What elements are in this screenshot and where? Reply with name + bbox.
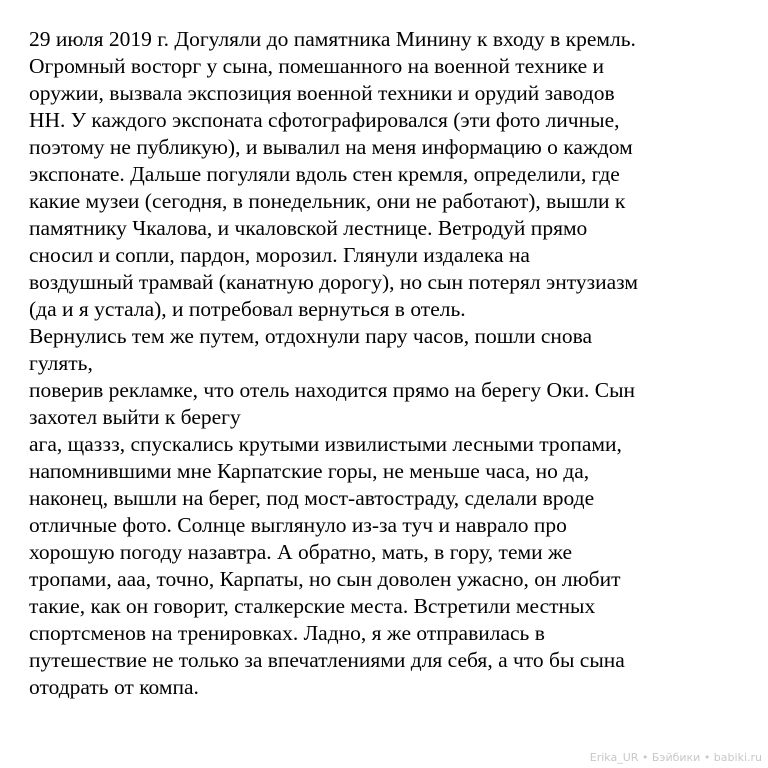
text-line: воздушный трамвай (канатную дорогу), но сын потерял энтузиазм — [29, 270, 638, 294]
text-line: поверив рекламке, что отель находится прямо на берегу Оки. Сын — [29, 378, 636, 402]
text-line: какие музеи (сегодня, в понедельник, они не работают), вышли к — [29, 189, 626, 213]
text-line: напомнившими мне Карпатские горы, не меньше часа, но да, — [29, 459, 590, 483]
text-line: сносил и сопли, пардон, морозил. Глянули издалека на — [29, 243, 530, 267]
text-line: НН. У каждого экспоната сфотографировался (эти фото личные, — [29, 108, 620, 132]
text-line: ага, щаззз, спускались крутыми извилистыми лесными тропами, — [29, 432, 622, 456]
text-line: гулять, — [29, 351, 93, 375]
text-line: Огромный восторг у сына, помешанного на военной технике и — [29, 54, 605, 78]
text-line: отличные фото. Солнце выглянуло из-за туч и наврало про — [29, 513, 567, 537]
document-text — [29, 26, 749, 701]
watermark-text: Erika_UR • Бэйбики • babiki.ru — [589, 751, 762, 764]
text-line: экспонате. Дальше погуляли вдоль стен кремля, определили, где — [29, 162, 620, 186]
text-line: путешествие не только за впечатлениями для себя, а что бы сына — [29, 648, 625, 672]
text-line: памятнику Чкалова, и чкаловской лестнице. Ветродуй прямо — [29, 216, 588, 240]
text-line: оружии, вызвала экспозиция военной техники и орудий заводов — [29, 81, 615, 105]
text-line: тропами, ааа, точно, Карпаты, но сын доволен ужасно, он любит — [29, 567, 621, 591]
text-line: отодрать от компа. — [29, 675, 199, 699]
text-line: наконец, вышли на берег, под мост-автостраду, сделали вроде — [29, 486, 595, 510]
text-line: захотел выйти к берегу — [29, 405, 241, 429]
text-line: спортсменов на тренировках. Ладно, я же отправилась в — [29, 621, 545, 645]
text-line: Вернулись тем же путем, отдохнули пару часов, пошли снова — [29, 324, 593, 348]
text-line: (да и я устала), и потребовал вернуться в отель. — [29, 297, 466, 321]
text-line: 29 июля 2019 г. Догуляли до памятника Минину к входу в кремль. — [29, 27, 636, 51]
text-line: хорошую погоду назавтра. А обратно, мать, в гору, теми же — [29, 540, 573, 564]
text-line: поэтому не публикую), и вывалил на меня информацию о каждом — [29, 135, 633, 159]
text-line: такие, как он говорит, сталкерские места. Встретили местных — [29, 594, 596, 618]
